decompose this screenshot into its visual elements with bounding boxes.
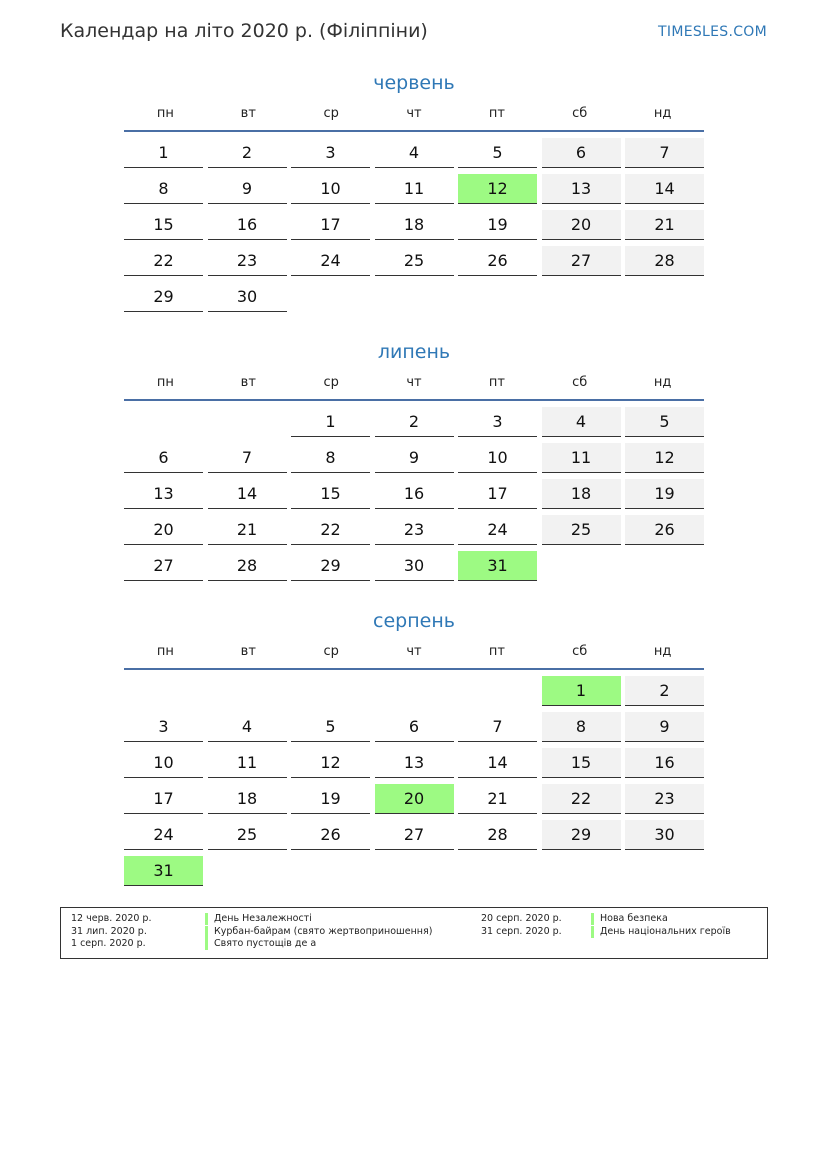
day-cell: 8 [542,712,621,742]
day-grid [124,407,704,581]
weekday-label: нд [653,644,672,659]
day-cell: 1 [291,407,370,437]
day-cell: 23 [208,246,287,276]
legend-date: 20 серп. 2020 р. [481,913,562,924]
weekday-label: пн [156,644,174,659]
day-cell: 27 [124,551,203,581]
day-cell: 26 [458,246,537,276]
day-cell: 5 [458,138,537,168]
legend-holiday-name: Свято пустощів де а [205,938,316,950]
day-cell: 22 [542,784,621,814]
legend-row [61,913,767,925]
day-cell: 11 [542,443,621,473]
day-cell: 24 [124,820,203,850]
day-cell: 5 [291,712,370,742]
weekday-header [124,373,704,401]
legend-row [61,926,767,938]
day-cell: 12 [625,443,704,473]
day-cell: 21 [625,210,704,240]
weekday-label: ср [323,375,339,390]
legend-date: 12 черв. 2020 р. [71,913,152,924]
day-cell: 5 [625,407,704,437]
day-cell: 2 [208,138,287,168]
day-cell: 13 [375,748,454,778]
weekday-label: нд [653,106,672,121]
day-cell: 10 [458,443,537,473]
day-cell: 4 [375,138,454,168]
weekday-label: сб [572,106,588,121]
day-cell: 11 [375,174,454,204]
weekday-header [124,104,704,132]
day-grid [124,676,704,886]
weekday-label: ср [323,106,339,121]
weekday-label: пт [488,644,505,659]
legend-date: 31 лип. 2020 р. [71,926,147,937]
day-cell: 27 [542,246,621,276]
day-cell: 21 [208,515,287,545]
weekday-label: сб [572,644,588,659]
day-cell: 6 [542,138,621,168]
month-july [124,339,704,581]
day-cell: 1 [124,138,203,168]
day-cell: 3 [458,407,537,437]
day-cell: 6 [124,443,203,473]
day-cell: 10 [124,748,203,778]
day-cell: 3 [124,712,203,742]
weekday-label: вт [240,644,256,659]
day-cell: 21 [458,784,537,814]
day-cell: 9 [208,174,287,204]
holiday-day-cell: 1 [542,676,621,706]
weekday-header [124,642,704,670]
day-cell: 15 [542,748,621,778]
holiday-day-cell: 31 [124,856,203,886]
day-cell: 15 [291,479,370,509]
day-cell: 3 [291,138,370,168]
legend-date: 1 серп. 2020 р. [71,938,146,949]
weekday-label: сб [572,375,588,390]
day-cell: 7 [458,712,537,742]
day-cell: 23 [625,784,704,814]
day-cell: 9 [375,443,454,473]
weekday-label: чт [406,106,422,121]
weekday-label: нд [653,375,672,390]
month-august [124,608,704,886]
day-cell: 29 [124,282,203,312]
day-cell: 22 [124,246,203,276]
empty-cell [124,407,203,437]
legend-holiday-name: Нова безпека [591,913,668,925]
day-cell: 24 [291,246,370,276]
day-cell: 25 [375,246,454,276]
legend-date: 31 серп. 2020 р. [481,926,562,937]
day-cell: 7 [625,138,704,168]
empty-cell [291,676,370,706]
day-cell: 28 [208,551,287,581]
day-cell: 25 [208,820,287,850]
day-cell: 29 [291,551,370,581]
day-cell: 17 [291,210,370,240]
legend-row [61,938,767,950]
day-cell: 26 [291,820,370,850]
day-cell: 26 [625,515,704,545]
day-cell: 24 [458,515,537,545]
weekday-label: вт [240,375,256,390]
day-cell: 23 [375,515,454,545]
day-cell: 13 [124,479,203,509]
empty-cell [208,407,287,437]
day-cell: 7 [208,443,287,473]
month-name: липень [377,341,451,363]
day-cell: 17 [124,784,203,814]
holiday-day-cell: 12 [458,174,537,204]
day-cell: 6 [375,712,454,742]
day-cell: 19 [625,479,704,509]
day-cell: 16 [375,479,454,509]
day-cell: 10 [291,174,370,204]
day-cell: 11 [208,748,287,778]
weekday-label: чт [406,644,422,659]
holiday-day-cell: 31 [458,551,537,581]
weekday-label: ср [323,644,339,659]
day-cell: 8 [124,174,203,204]
day-cell: 4 [208,712,287,742]
month-name: серпень [373,610,455,632]
day-cell: 28 [458,820,537,850]
day-cell: 8 [291,443,370,473]
day-cell: 28 [625,246,704,276]
site-link[interactable]: TIMESLES.COM [658,24,767,40]
day-cell: 18 [375,210,454,240]
day-cell: 15 [124,210,203,240]
day-cell: 19 [291,784,370,814]
day-cell: 20 [124,515,203,545]
day-cell: 14 [208,479,287,509]
day-cell: 29 [542,820,621,850]
empty-cell [375,676,454,706]
page-title: Календар на літо 2020 р. (Філіппіни) [60,20,428,42]
weekday-label: вт [240,106,256,121]
holiday-legend [60,907,768,959]
day-cell: 30 [375,551,454,581]
day-cell: 27 [375,820,454,850]
day-cell: 4 [542,407,621,437]
day-grid [124,138,704,312]
day-cell: 18 [208,784,287,814]
day-cell: 22 [291,515,370,545]
holiday-day-cell: 20 [375,784,454,814]
weekday-label: пн [156,106,174,121]
weekday-label: пт [488,375,505,390]
day-cell: 19 [458,210,537,240]
month-name: червень [373,72,455,94]
day-cell: 12 [291,748,370,778]
day-cell: 14 [625,174,704,204]
legend-holiday-name: День національних героїв [591,926,731,938]
day-cell: 25 [542,515,621,545]
legend-holiday-name: Курбан-байрам (свято жертвоприношення) [205,926,432,938]
day-cell: 14 [458,748,537,778]
day-cell: 18 [542,479,621,509]
empty-cell [124,676,203,706]
legend-holiday-name: День Незалежності [205,913,312,925]
empty-cell [208,676,287,706]
day-cell: 20 [542,210,621,240]
weekday-label: пн [156,375,174,390]
weekday-label: пт [488,106,505,121]
day-cell: 16 [208,210,287,240]
day-cell: 30 [625,820,704,850]
day-cell: 2 [375,407,454,437]
day-cell: 13 [542,174,621,204]
day-cell: 16 [625,748,704,778]
empty-cell [458,676,537,706]
day-cell: 2 [625,676,704,706]
day-cell: 9 [625,712,704,742]
weekday-label: чт [406,375,422,390]
day-cell: 17 [458,479,537,509]
month-june [124,70,704,312]
day-cell: 30 [208,282,287,312]
